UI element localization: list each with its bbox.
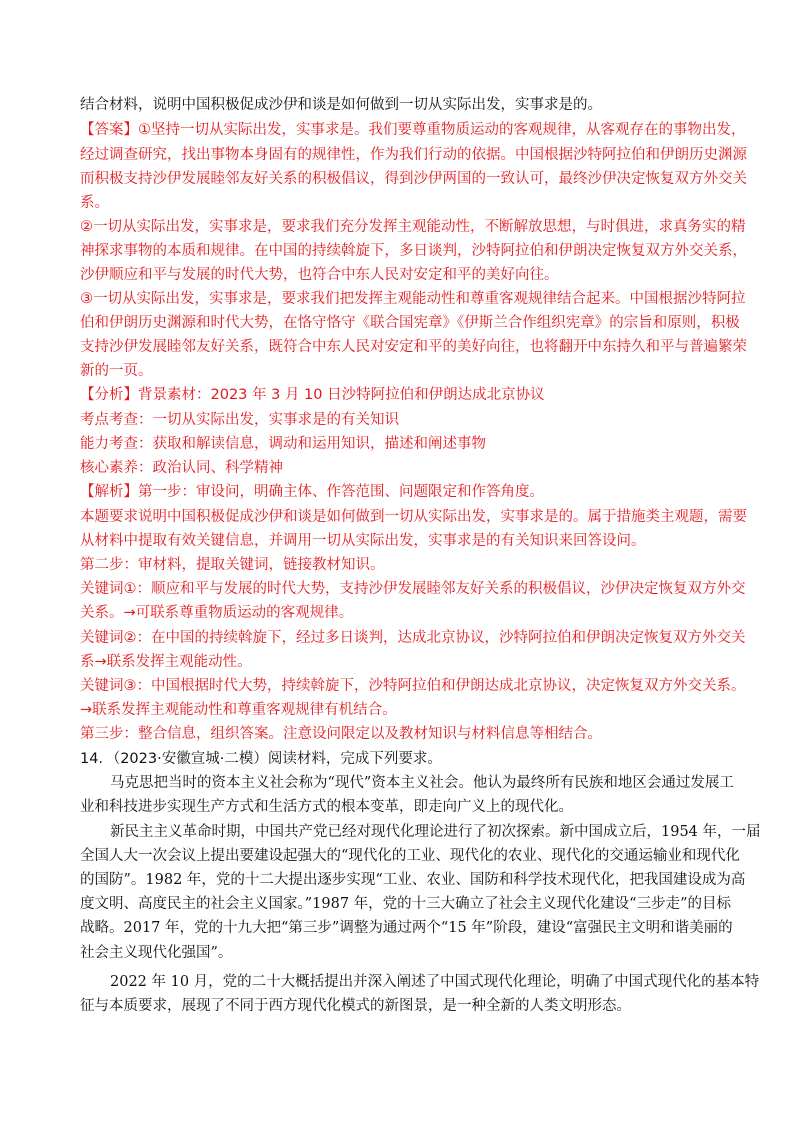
answer-line: 支持沙伊发展睦邻友好关系，既符合中东人民对安定和平的美好向往，也将翻开中东持久和平与普遍繁荣 (80, 339, 747, 355)
material-line: 业和科技进步实现生产方式和生活方式的根本变革，即走向广义上的现代化。 (80, 799, 573, 815)
analysis-kaodian: 考点考查：一切从实际出发，实事求是的有关知识 (80, 412, 399, 428)
explanation-line: 从材料中提取有效关键信息，并调用一切从实际出发，实事求是的有关知识来回答设问。 (80, 533, 646, 549)
keyword-2: 关键词②：在中国的持续斡旋下，经过多日谈判，达成北京协议，沙特阿拉伯和伊朗决定恢复双方外交关 (80, 630, 746, 646)
answer-line: 而积极支持沙伊发展睦邻友好关系的积极倡议，得到沙伊两国的一致认可，最终沙伊决定恢复双方外交关 (80, 171, 747, 187)
explanation-step2: 第二步：审材料，提取关键词，链接教材知识。 (80, 557, 385, 573)
material-line: 社会主义现代化强国”。 (80, 945, 233, 961)
material-line: 新民主主义革命时期，中国共产党已经对现代化理论进行了初次探索。新中国成立后，1954 年，一届 (110, 824, 761, 840)
answer-line: 神探求事物的本质和规律。在中国的持续斡旋下，多日谈判，沙特阿拉伯和伊朗决定恢复双方外交关系， (80, 243, 747, 259)
material-line: 度文明、高度民主的社会主义国家。”1987 年，党的十三大确立了社会主义现代化建设“三步走”的目标 (80, 896, 731, 912)
analysis-hexin: 核心素养：政治认同、科学精神 (80, 460, 283, 476)
material-line: 战略。2017 年，党的十九大把“第三步”调整为通过两个“15 年”阶段，建设“富强民主文明和谐美丽的 (80, 920, 733, 936)
explanation-line: 本题要求说明中国积极促成沙伊和谈是如何做到一切从实际出发，实事求是的。属于措施类主观题，需要 (80, 509, 747, 525)
material-line: 2022 年 10 月，党的二十大概括提出并深入阐述了中国式现代化理论，明确了中国式现代化的基本特 (110, 974, 760, 990)
answer-line: 经过调查研究，找出事物本身固有的规律性，作为我们行动的依据。中国根据沙特阿拉伯和伊朗历史渊源 (80, 147, 747, 163)
material-line: 全国人大一次会议上提出要建设起强大的“现代化的工业、现代化的农业、现代化的交通运输业和现代化 (80, 848, 740, 864)
keyword-2: 系→联系发挥主观能动性。 (80, 654, 252, 670)
analysis-nengli: 能力考查：获取和解读信息，调动和运用知识，描述和阐述事物 (80, 436, 486, 452)
material-line: 征与本质要求，展现了不同于西方现代化模式的新图景，是一种全新的人类文明形态。 (80, 998, 631, 1014)
analysis-header: 【分析】背景素材：2023 年 3 月 10 日沙特阿拉伯和伊朗达成北京协议 (80, 387, 545, 403)
material-line: 马克思把当时的资本主义社会称为“现代”资本主义社会。他认为最终所有民族和地区会通过发展工 (110, 775, 734, 791)
explanation-step3: 第三步：整合信息，组织答案。注意设问限定以及教材知识与材料信息等相结合。 (80, 726, 602, 742)
answer-line: ③一切从实际出发，实事求是，要求我们把发挥主观能动性和尊重客观规律结合起来。中国根据沙特阿拉 (80, 291, 746, 307)
keyword-3: →联系发挥主观能动性和尊重客观规律有机结合。 (80, 702, 397, 718)
question-14-title: 14．（2023·安徽宣城·二模）阅读材料，完成下列要求。 (80, 751, 442, 767)
material-line: 的国防”。1982 年，党的十二大提出逐步实现“工业、农业、国防和科学技术现代化，把我国建设成为高 (80, 872, 746, 888)
answer-line: 伯和伊朗历史渊源和时代大势，在恪守恪守《联合国宪章》《伊斯兰合作组织宪章》的宗旨和原则，积极 (80, 315, 740, 331)
question-prompt: 结合材料，说明中国积极促成沙伊和谈是如何做到一切从实际出发，实事求是的。 (80, 97, 602, 113)
answer-line: 沙伊顺应和平与发展的时代大势，也符合中东人民对安定和平的美好向往。 (80, 267, 559, 283)
answer-line: 系。 (80, 195, 109, 211)
keyword-1: 关键词①：顺应和平与发展的时代大势，支持沙伊发展睦邻友好关系的积极倡议，沙伊决定恢复双方外交 (80, 581, 746, 597)
answer-line: 【答案】①坚持一切从实际出发，实事求是。我们要尊重物质运动的客观规律，从客观存在的事物出发， (80, 122, 746, 138)
explanation-step1: 【解析】第一步：审设问，明确主体、作答范围、问题限定和作答角度。 (80, 484, 544, 500)
keyword-3: 关键词③：中国根据时代大势，持续斡旋下，沙特阿拉伯和伊朗达成北京协议，决定恢复双方外交关系。 (80, 678, 746, 694)
answer-line: ②一切从实际出发，实事求是，要求我们充分发挥主观能动性，不断解放思想，与时俱进，求真务实的精 (80, 219, 746, 235)
keyword-1: 关系。→可联系尊重物质运动的客观规律。 (80, 605, 354, 621)
answer-line: 新的一页。 (80, 363, 153, 379)
